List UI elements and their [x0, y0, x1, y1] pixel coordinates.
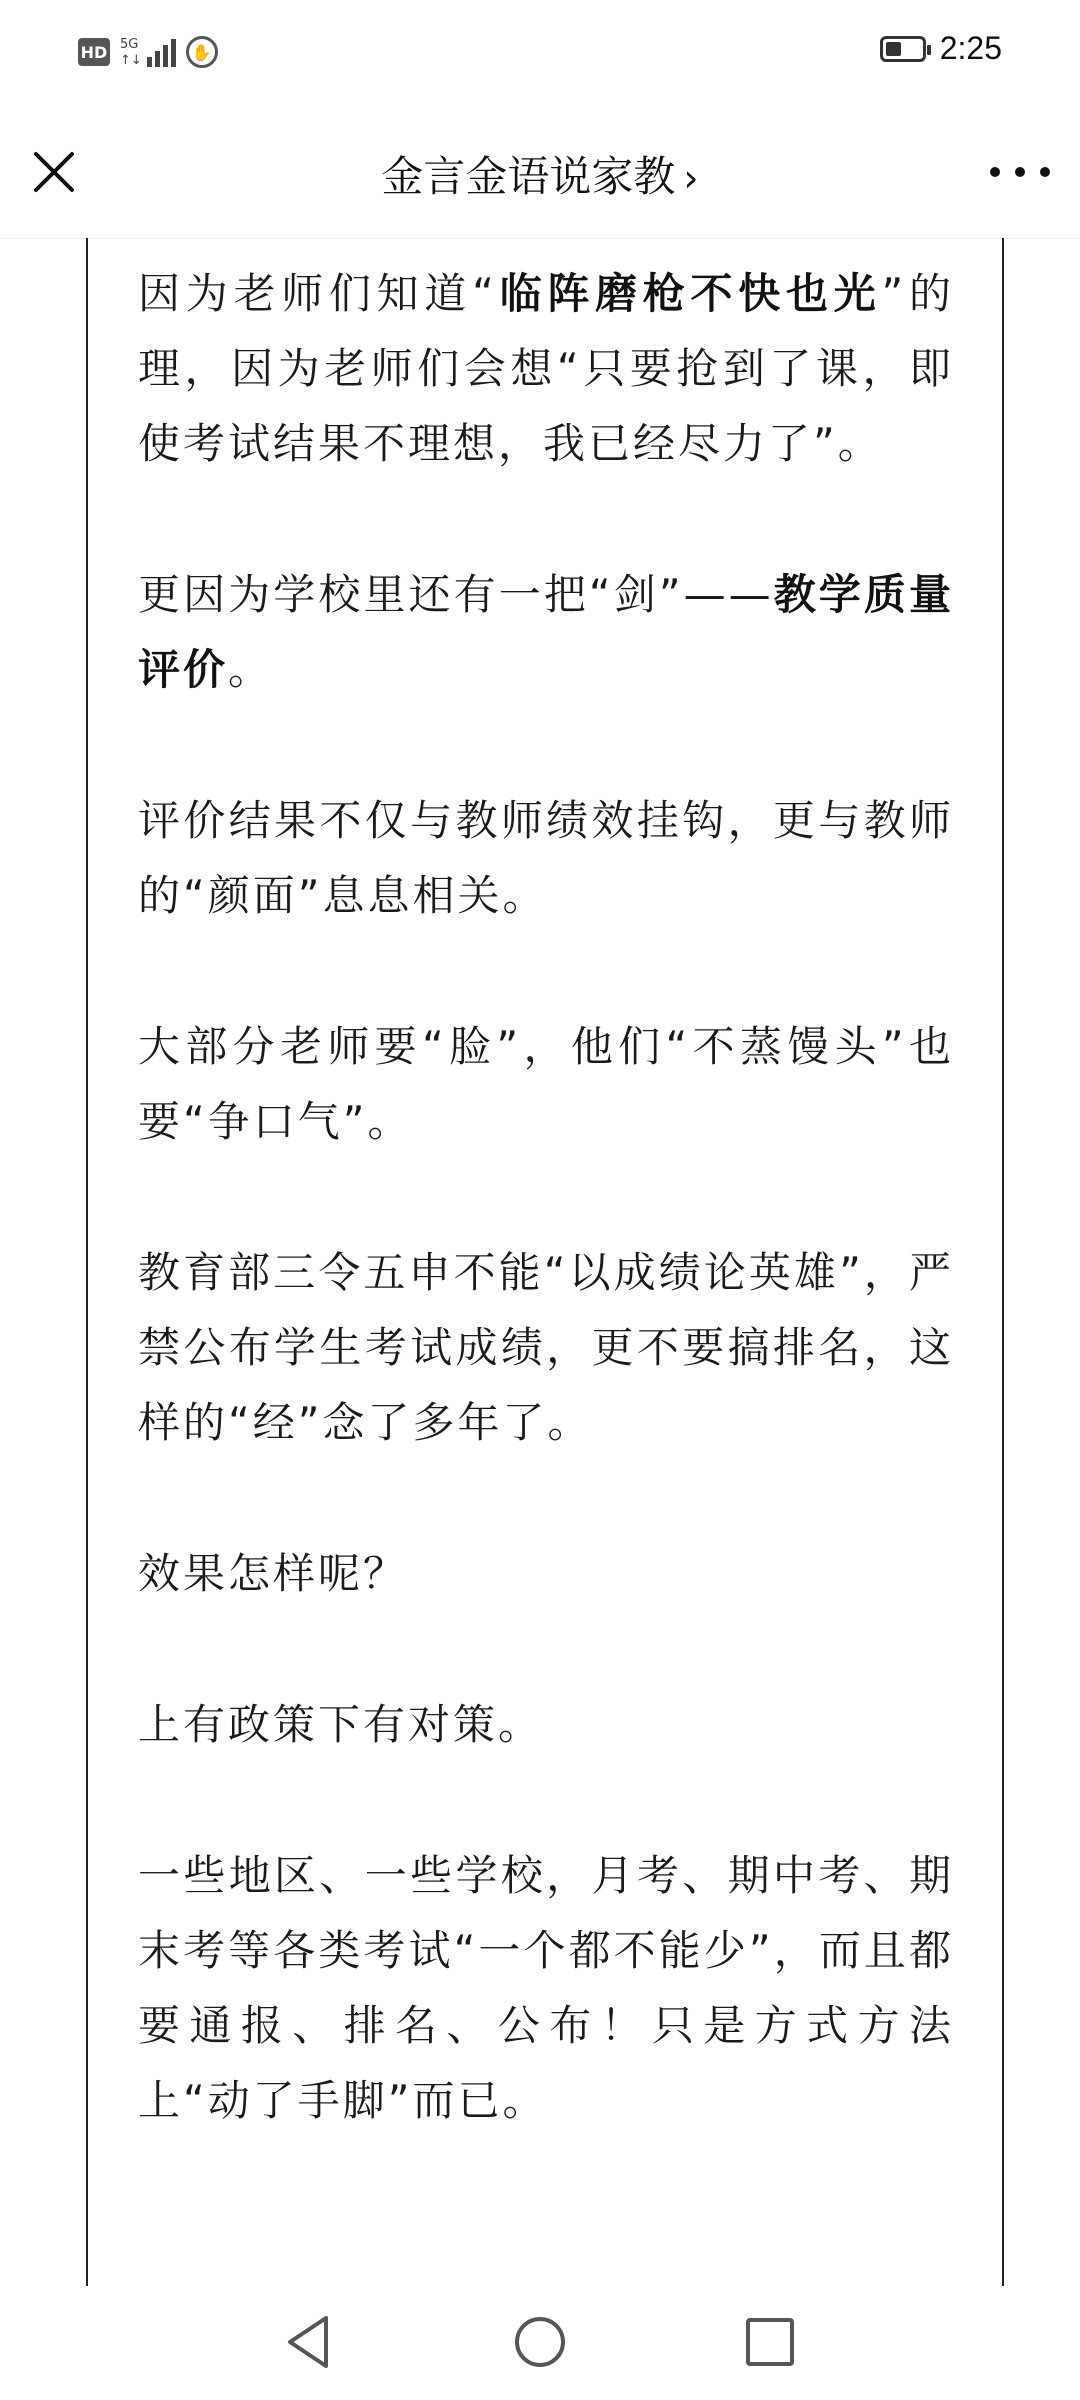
account-title-link[interactable]: [0, 144, 1080, 204]
paragraph: 教育部三令五申不能“以成绩论英雄”，严禁公布学生考试成绩，更不要搞排名，这样的“经”念了多年了。: [138, 1248, 954, 1447]
home-icon: [508, 2310, 572, 2374]
back-button[interactable]: [278, 2310, 342, 2374]
more-dot-icon: [1015, 167, 1025, 177]
paragraph: 效果怎样呢？: [138, 1549, 409, 1598]
more-dot-icon: [990, 167, 1000, 177]
emphasis-text: 教学质量评价: [138, 570, 954, 694]
recents-button[interactable]: [738, 2310, 802, 2374]
page-title: 金言金语说家教: [381, 152, 676, 201]
home-button[interactable]: [508, 2310, 572, 2374]
top-nav-bar: [0, 110, 1080, 239]
status-bar: [0, 0, 1080, 110]
paragraph: 因为老师们知道“临阵磨枪不快也光”的理，因为老师们会想“只要抢到了课，即使考试结果不理想，我已经尽力了”。: [138, 269, 954, 468]
paragraph: 一些地区、一些学校，月考、期中考、期末考等各类考试“一个都不能少”，而且都要通报、排名、公布！只是方式方法上“动了手脚”而已。: [138, 1851, 954, 2125]
battery-icon: [880, 36, 926, 62]
paragraph: 更因为学校里还有一把“剑”——教学质量评价。: [138, 570, 954, 694]
back-icon: [278, 2310, 342, 2374]
more-dot-icon: [1040, 167, 1050, 177]
chevron-right-icon: ›: [683, 156, 699, 200]
hd-badge: HD: [78, 38, 110, 66]
system-nav-bar: [0, 2286, 1080, 2400]
clock: 2:25: [939, 30, 1002, 66]
recents-icon: [738, 2310, 802, 2374]
emphasis-text: 临阵磨枪不快也光: [496, 269, 882, 318]
status-right: [880, 30, 1002, 67]
more-button[interactable]: [990, 160, 1050, 184]
signal-icon: 5G ↑↓: [120, 37, 176, 67]
status-indicators: [78, 36, 218, 68]
hand-icon: ✋: [186, 36, 218, 68]
paragraph: 评价结果不仅与教师绩效挂钩，更与教师的“颜面”息息相关。: [138, 796, 954, 920]
paragraph: 大部分老师要“脸”，他们“不蒸馒头”也要“争口气”。: [138, 1022, 954, 1146]
article-body: [138, 256, 954, 2214]
network-type: 5G: [120, 37, 139, 52]
paragraph: 上有政策下有对策。: [138, 1700, 544, 1749]
article-content[interactable]: [86, 238, 1004, 2286]
battery-level: [886, 42, 901, 56]
